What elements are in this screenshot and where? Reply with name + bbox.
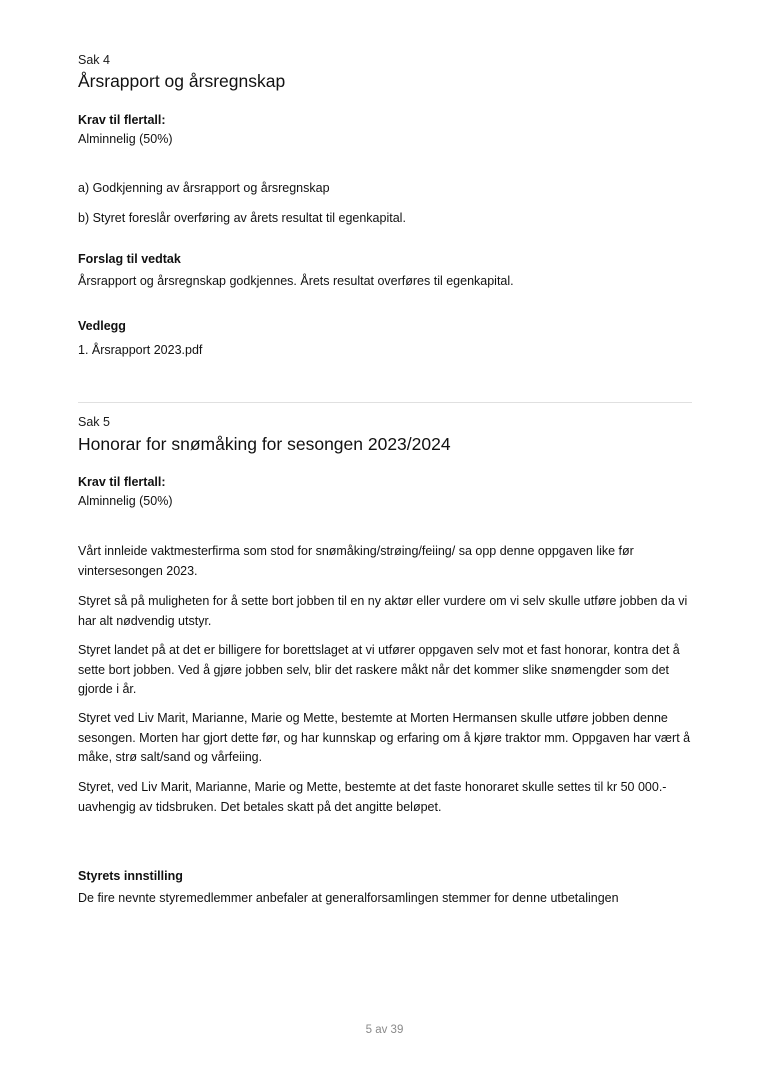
sak5-paragraph: Vårt innleide vaktmesterfirma som stod for snømåking/strøing/feiing/ sa opp denne oppgaven like før vintersesongen 2023. bbox=[78, 544, 634, 578]
document-page bbox=[78, 0, 692, 1087]
sak5-paragraph: Styret så på muligheten for å sette bort jobben til en ny aktør eller vurdere om vi selv skulle utføre jobben da vi har alt nødvendig utstyr. bbox=[78, 594, 688, 628]
sak5-paragraph: Styret ved Liv Marit, Marianne, Marie og Mette, bestemte at Morten Hermansen skulle utføre jobben denne sesongen. Morten har gjort dette før, og har kunnskap og erfaring om å kjøre traktor mm. Oppgaven har vært å måke, strø salt/sand og vårfeiing. bbox=[78, 711, 691, 764]
sak4-item-a: a) Godkjenning av årsrapport og årsregnskap bbox=[78, 181, 330, 195]
sak4-forslag-label: Forslag til vedtak bbox=[78, 252, 181, 266]
sak5-title: Honorar for snømåking for sesongen 2023/2024 bbox=[78, 434, 451, 454]
page-number: 5 av 39 bbox=[365, 1024, 404, 1036]
section-divider bbox=[78, 402, 692, 403]
sak4-krav-value: Alminnelig (50%) bbox=[78, 132, 173, 146]
sak4-vedlegg-label: Vedlegg bbox=[78, 319, 126, 333]
sak5-paragraph: Styret landet på at det er billigere for borettslaget at vi utfører oppgaven selv mot et fast honorar, kontra det å sette bort jobben. Ved å gjøre jobben selv, blir det raskere måkt når det kommer slike snømengder som det gjorde i år. bbox=[78, 643, 680, 696]
sak5-krav-label: Krav til flertall: bbox=[78, 475, 166, 489]
sak4-krav-label: Krav til flertall: bbox=[78, 113, 166, 127]
sak4-title: Årsrapport og årsregnskap bbox=[78, 71, 286, 91]
sak5-innstilling-value: De fire nevnte styremedlemmer anbefaler at generalforsamlingen stemmer for denne utbetalingen bbox=[78, 891, 619, 905]
sak5-label: Sak 5 bbox=[78, 415, 110, 429]
sak5-innstilling-label: Styrets innstilling bbox=[78, 869, 183, 883]
sak4-item-b: b) Styret foreslår overføring av årets resultat til egenkapital. bbox=[78, 211, 406, 225]
sak4-vedlegg-link[interactable]: 1. Årsrapport 2023.pdf bbox=[78, 343, 203, 357]
sak5-paragraph: Styret, ved Liv Marit, Marianne, Marie og Mette, bestemte at det faste honoraret skulle settes til kr 50 000.- uavhengig av tidsbruken. Det betales skatt på det angitte beløpet. bbox=[78, 780, 667, 814]
sak4-label: Sak 4 bbox=[78, 53, 110, 67]
sak5-krav-value: Alminnelig (50%) bbox=[78, 494, 173, 508]
sak4-forslag-value: Årsrapport og årsregnskap godkjennes. Årets resultat overføres til egenkapital. bbox=[78, 274, 514, 288]
